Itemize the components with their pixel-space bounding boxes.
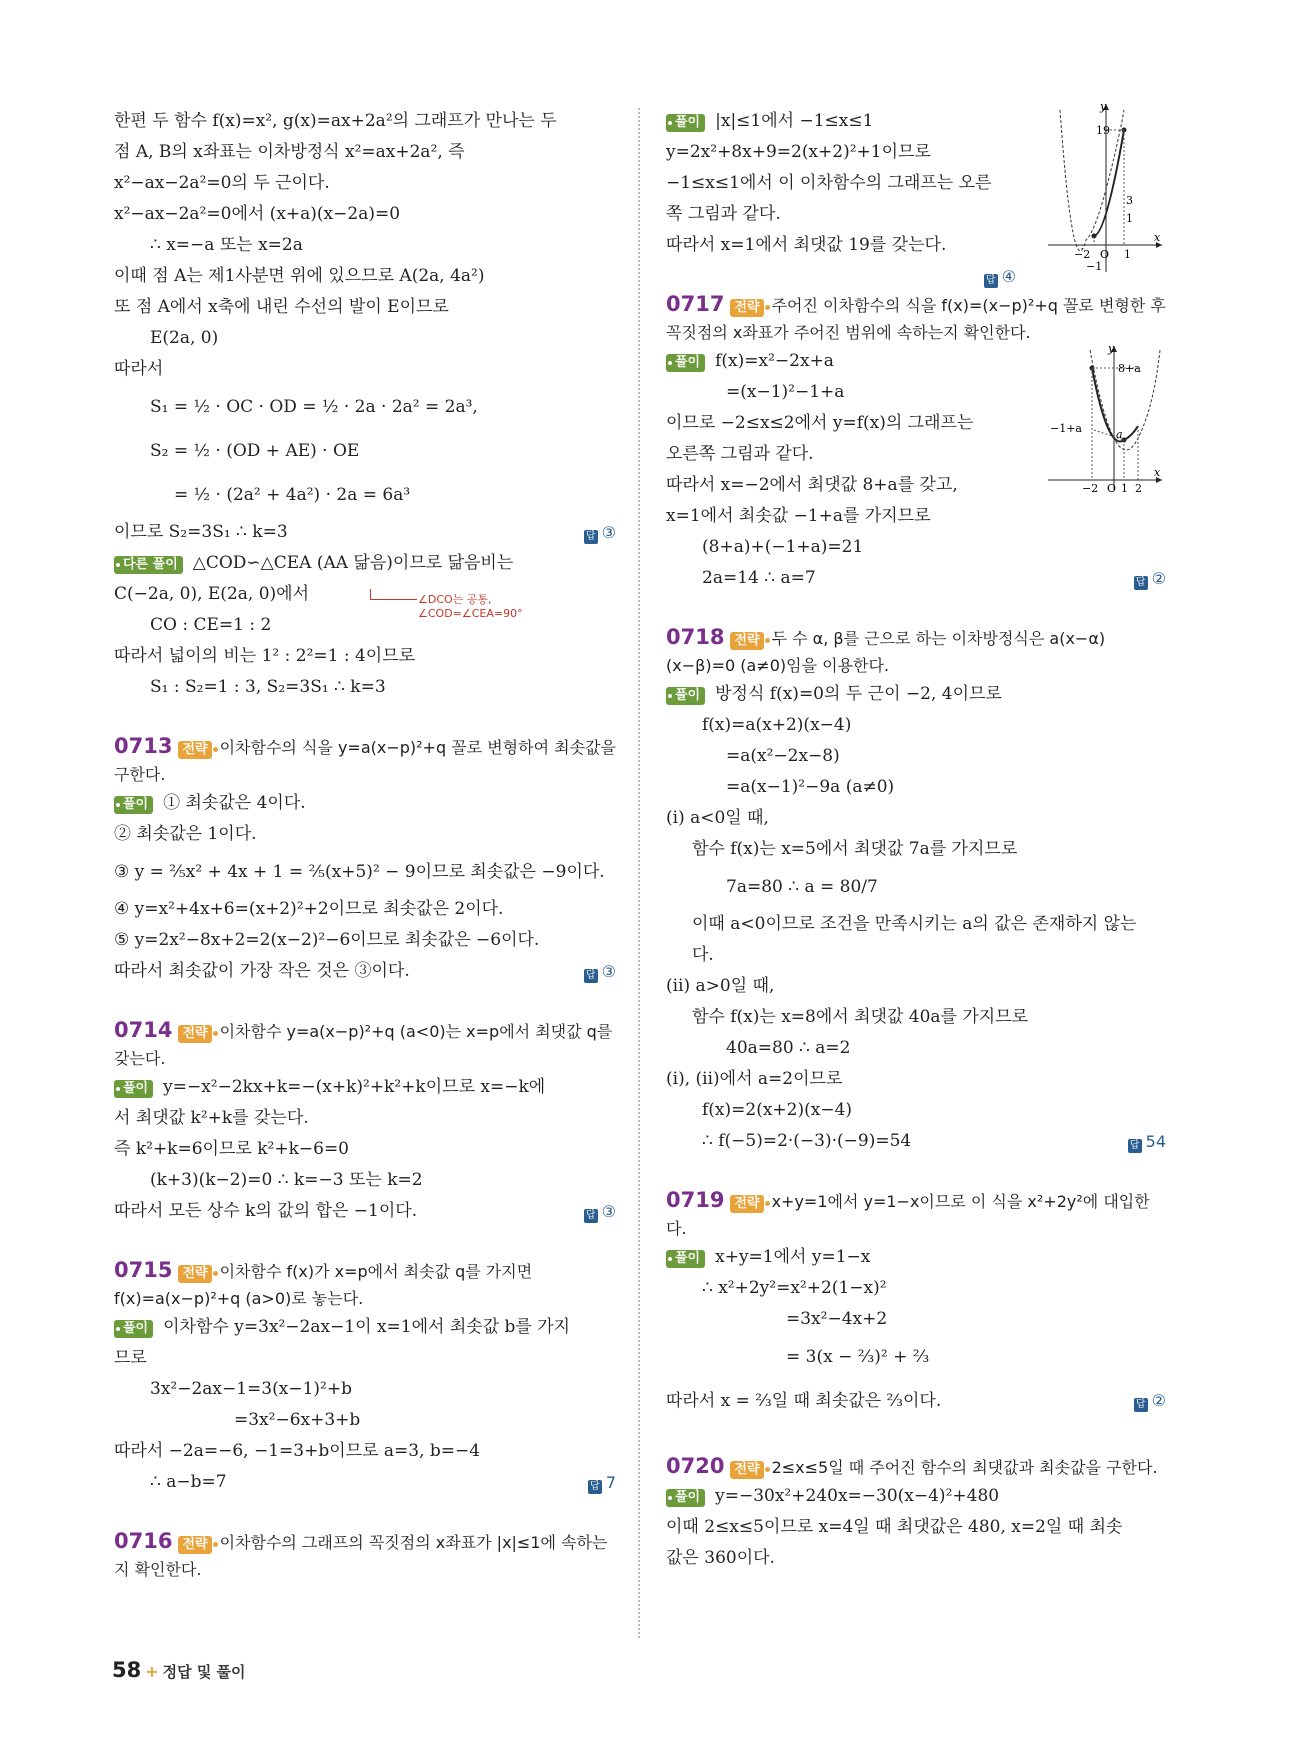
axis-label-x: x: [1154, 231, 1161, 244]
text: y=−x²−2kx+k=−(x+k)²+k²+k이므로 x=−k에: [163, 1077, 546, 1097]
formula-line: S₁ = ½ · OC · OD = ½ · 2a · 2a² = 2a³,: [150, 397, 478, 417]
axis-label-x: x: [1154, 466, 1161, 479]
text: ① 최솟값은 4이다.: [163, 793, 306, 813]
text-line: 쪽 그림과 같다.: [666, 204, 781, 224]
strategy-badge: 전략: [178, 1025, 211, 1043]
alt-solution-line: [114, 548, 616, 579]
text: △COD∽△CEA (AA 닮음)이므로 닮음비는: [192, 553, 514, 573]
note-line: ∠COD=∠CEA=90°: [418, 607, 523, 620]
text: x+y=1에서 y=1−x: [715, 1247, 871, 1267]
strategy-badge: 전략: [178, 1536, 211, 1554]
spacer: [114, 703, 616, 733]
problem-number: 0716: [114, 1529, 173, 1553]
text-line: 이때 점 A는 제1사분면 위에 있으므로 A(2a, 4a²): [114, 266, 485, 286]
strategy-text: 이차함수의 식을 y=a(x−p)²+q 꼴로 변형하여 최솟값을 구한다.: [114, 738, 616, 784]
parabola-graph-0717: [1046, 342, 1166, 492]
answer-icon: 답: [1134, 576, 1148, 590]
text: ∴ f(−5)=2·(−3)·(−9)=54: [702, 1131, 912, 1151]
solution-badge: 풀이: [114, 1080, 153, 1098]
text-line: 3x²−2ax−1=3(x−1)²+b: [150, 1379, 352, 1399]
strategy-badge: 전략: [178, 1265, 211, 1283]
solution-badge: 풀이: [666, 114, 705, 132]
answer: [984, 261, 1016, 292]
tick-label: 1: [1121, 482, 1128, 492]
text: 이차함수 y=3x²−2ax−1이 x=1에서 최솟값 b를 가지: [163, 1317, 571, 1337]
problem-number: 0717: [666, 292, 725, 316]
answer-value: ②: [1151, 569, 1166, 588]
text-line: ⑤ y=2x²−8x+2=2(x−2)²−6이므로 최솟값은 −6이다.: [114, 930, 540, 950]
text-line: [666, 1242, 1166, 1273]
text-line: =a(x−1)²−9a (a≠0): [726, 777, 895, 797]
strategy-text: 이차함수 f(x)가 x=p에서 최솟값 q를 가지면 f(x)=a(x−p)²+q (a>0)로 놓는다.: [114, 1262, 533, 1308]
spacer: [666, 594, 1166, 624]
spacer: [666, 1423, 1166, 1453]
answer-value: ③: [601, 1202, 616, 1221]
text-line: 이므로 −2≤x≤2에서 y=f(x)의 그래프는: [666, 413, 974, 433]
tick-label: −2: [1082, 482, 1099, 492]
page-footer: [112, 1658, 246, 1682]
spacer: [114, 987, 616, 1017]
text-line: (k+3)(k−2)=0 ∴ k=−3 또는 k=2: [150, 1170, 423, 1190]
tick-label: −1: [1086, 260, 1103, 273]
origin-label: O: [1100, 248, 1110, 261]
text-line: [114, 1072, 616, 1103]
axis-label-y: y: [1100, 100, 1107, 113]
text-line: ∴ x=−a 또는 x=2a: [150, 235, 303, 255]
strategy-badge: 전략: [730, 1461, 763, 1479]
problem-0717-solution: [666, 342, 1166, 594]
text-line: =a(x²−2x−8): [726, 746, 840, 766]
text-line: ④ y=x²+4x+6=(x+2)²+2이므로 최솟값은 2이다.: [114, 899, 504, 919]
text-line: [114, 1196, 616, 1227]
value-label: 1: [1126, 212, 1133, 225]
text: 2a=14 ∴ a=7: [702, 568, 816, 588]
value-label: −1+a: [1050, 422, 1082, 435]
text: 이므로 S₂=3S₁ ∴ k=3: [114, 522, 288, 542]
text-line: = 3(x − ⅔)² + ⅔: [786, 1347, 930, 1367]
answer: [1134, 563, 1166, 594]
solution-badge: 풀이: [666, 1489, 705, 1507]
note-line: ∠DCO는 공통,: [418, 593, 492, 606]
text-line: 7a=80 ∴ a = 80/7: [726, 877, 878, 897]
text-line: 서 최댓값 k²+k를 갖는다.: [114, 1108, 309, 1128]
text-line: 한편 두 함수 f(x)=x², g(x)=ax+2a²의 그래프가 만나는 두: [114, 111, 557, 131]
text-line: [666, 563, 1166, 594]
text-line: 또 점 A에서 x축에 내린 수선의 발이 E이므로: [114, 297, 449, 317]
text-line: =(x−1)²−1+a: [726, 382, 845, 402]
strategy-text: 주어진 이차함수의 식을 f(x)=(x−p)²+q 꼴로 변형한 후 꼭짓점의 x좌표가 주어진 범위에 속하는지 확인한다.: [666, 296, 1166, 342]
solution-badge: 풀이: [666, 354, 705, 372]
problem-number: 0715: [114, 1258, 173, 1282]
answer-icon: 답: [1134, 1398, 1148, 1412]
solution-badge: 풀이: [666, 1250, 705, 1268]
solution-badge: 풀이: [114, 1320, 153, 1338]
text-line: [114, 788, 616, 819]
spacer: [666, 1157, 1166, 1187]
text-line: 즉 k²+k=6이므로 k²+k−6=0: [114, 1139, 349, 1159]
text-line: x²−ax−2a²=0의 두 근이다.: [114, 173, 330, 193]
answer: [588, 1467, 616, 1498]
value-label: 19: [1096, 124, 1110, 137]
text: |x|≤1에서 −1≤x≤1: [715, 111, 874, 131]
text: 따라서 최솟값이 가장 작은 것은 ③이다.: [114, 961, 410, 981]
text-line: (8+a)+(−1+a)=21: [702, 537, 864, 557]
formula-line: S₂ = ½ · (OD + AE) · OE: [150, 441, 360, 461]
value-label: 8+a: [1118, 362, 1141, 375]
text-line: CO : CE=1 : 2: [150, 615, 272, 635]
problem-number: 0718: [666, 625, 725, 649]
text: C(−2a, 0), E(2a, 0)에서: [114, 584, 309, 604]
text-line: [666, 679, 1166, 710]
tick-label: −2: [1074, 248, 1091, 261]
solution-badge: 풀이: [114, 796, 153, 814]
text-line: ② 최솟값은 1이다.: [114, 824, 257, 844]
alt-solution-badge: 다른 풀이: [114, 556, 183, 574]
strategy-text: 이차함수의 그래프의 꼭짓점의 x좌표가 |x|≤1에 속하는지 확인한다.: [114, 1533, 608, 1579]
answer-value: ②: [1151, 1391, 1166, 1410]
text-line: 므로: [114, 1348, 147, 1368]
text: y=−30x²+240x=−30(x−4)²+480: [715, 1486, 1000, 1506]
problem-0716-solution: [666, 100, 1166, 286]
text-line: (ⅰ) a<0일 때,: [666, 808, 769, 828]
problem-number: 0714: [114, 1018, 173, 1042]
text: f(x)=x²−2x+a: [715, 351, 834, 371]
answer-value: 7: [605, 1473, 616, 1492]
answer: [584, 1196, 616, 1227]
text-line: 따라서 x=−2에서 최댓값 8+a를 갖고,: [666, 475, 958, 495]
text: 따라서 x = ⅔일 때 최솟값은 ⅔이다.: [666, 1391, 942, 1411]
answer: [1134, 1379, 1166, 1423]
text-line: 함수 f(x)는 x=8에서 최댓값 40a를 가지므로: [692, 1007, 1029, 1027]
text-line: 이때 2≤x≤5이므로 x=4일 때 최댓값은 480, x=2일 때 최솟: [666, 1517, 1123, 1537]
problem-header-0714: [114, 1017, 616, 1072]
text: 따라서 모든 상수 k의 값의 합은 −1이다.: [114, 1201, 418, 1221]
strategy-text: 두 수 α, β를 근으로 하는 이차방정식은 a(x−α)(x−β)=0 (a≠0)임을 이용한다.: [666, 629, 1106, 675]
tick-label: 2: [1135, 482, 1142, 492]
tick-label: 1: [1124, 248, 1131, 261]
text-line: [114, 1467, 616, 1498]
answer-icon: 답: [584, 969, 598, 983]
strategy-badge: 전략: [178, 741, 211, 759]
text-line: [114, 956, 616, 987]
text-line: f(x)=a(x+2)(x−4): [702, 715, 852, 735]
text-line: f(x)=2(x+2)(x−4): [702, 1100, 853, 1120]
answer-value: 54: [1145, 1132, 1166, 1151]
strategy-text: 2≤x≤5일 때 주어진 함수의 최댓값과 최솟값을 구한다.: [771, 1458, 1158, 1477]
strategy-badge: 전략: [730, 299, 763, 317]
text-line: [666, 1126, 1166, 1157]
text-line: 함수 f(x)는 x=5에서 최댓값 7a를 가지므로: [692, 839, 1018, 859]
answer-value: ③: [601, 523, 616, 542]
problem-header-0720: [666, 1453, 1166, 1481]
text-line: 오른쪽 그림과 같다.: [666, 444, 814, 464]
answer-value: ③: [601, 962, 616, 981]
problem-header-0717: [666, 291, 1166, 346]
text-line: 따라서 −2a=−6, −1=3+b이므로 a=3, b=−4: [114, 1441, 481, 1461]
text-line: [666, 1481, 1166, 1512]
text-line: 값은 360이다.: [666, 1548, 775, 1568]
strategy-text: x+y=1에서 y=1−x이므로 이 식을 x²+2y²에 대입한다.: [666, 1192, 1150, 1238]
problem-header-0713: [114, 733, 616, 788]
text-line: =3x²−6x+3+b: [234, 1410, 361, 1430]
text-line: =3x²−4x+2: [786, 1309, 888, 1329]
answer-icon: 답: [584, 530, 598, 544]
problem-number: 0719: [666, 1188, 725, 1212]
axis-label-y: y: [1108, 342, 1115, 355]
answer-icon: 답: [588, 1480, 602, 1494]
answer-value: ④: [1001, 267, 1016, 286]
text-line: 40a=80 ∴ a=2: [726, 1038, 851, 1058]
text-line: x=1에서 최솟값 −1+a를 가지므로: [666, 506, 931, 526]
problem-header-0715: [114, 1257, 616, 1312]
text-line: y=2x²+8x+9=2(x+2)²+1이므로: [666, 142, 931, 162]
problem-number: 0720: [666, 1454, 725, 1478]
note-bracket: [370, 589, 417, 600]
text-line: x²−ax−2a²=0에서 (x+a)(x−2a)=0: [114, 204, 401, 224]
plus-icon: +: [145, 1662, 159, 1681]
problem-header-0716: [114, 1528, 616, 1583]
text-line: ∴ x²+2y²=x²+2(1−x)²: [702, 1278, 887, 1298]
text: 방정식 f(x)=0의 두 근이 −2, 4이므로: [715, 684, 1002, 704]
spacer: [114, 1498, 616, 1528]
answer-icon: 답: [984, 274, 998, 288]
text-line: 다.: [692, 945, 714, 965]
solution-badge: 풀이: [666, 687, 705, 705]
left-column: [114, 106, 616, 1583]
page-number: 58: [112, 1658, 142, 1682]
text-line: [666, 1379, 1166, 1423]
text-line: (ⅰ), (ⅱ)에서 a=2이므로: [666, 1069, 843, 1089]
strategy-badge: 전략: [730, 632, 763, 650]
text-line: [114, 579, 616, 620]
problem-header-0719: [666, 1187, 1166, 1242]
value-label: 3: [1126, 194, 1133, 207]
answer-icon: 답: [584, 1209, 598, 1223]
text-line: 이때 a<0이므로 조건을 만족시키는 a의 값은 존재하지 않는: [692, 914, 1137, 934]
text-line: 따라서 넓이의 비는 1² : 2²=1 : 4이므로: [114, 646, 416, 666]
formula-line: = ½ · (2a² + 4a²) · 2a = 6a³: [174, 485, 411, 505]
text-line: S₁ : S₂=1 : 3, S₂=3S₁ ∴ k=3: [150, 677, 386, 697]
value-label: a: [1116, 428, 1123, 441]
problem-number: 0713: [114, 734, 173, 758]
answer-icon: 답: [1128, 1139, 1142, 1153]
text-line: 따라서 x=1에서 최댓값 19를 갖는다.: [666, 235, 947, 255]
text-line: 점 A, B의 x좌표는 이차방정식 x²=ax+2a², 즉: [114, 142, 465, 162]
text-line: (ⅱ) a>0일 때,: [666, 976, 775, 996]
text-line: 따라서: [114, 359, 164, 379]
spacer: [114, 1227, 616, 1257]
text-line: E(2a, 0): [150, 328, 219, 348]
origin-label: O: [1107, 482, 1117, 492]
strategy-text: 이차함수 y=a(x−p)²+q (a<0)는 x=p에서 최댓값 q를 갖는다.: [114, 1022, 613, 1068]
text-line: [114, 1312, 616, 1343]
parabola-graph-0716: [1046, 100, 1166, 275]
column-divider: [638, 108, 640, 1638]
right-column: [666, 100, 1166, 1574]
problem-header-0718: [666, 624, 1166, 679]
answer: [584, 517, 616, 548]
text-line: [114, 517, 616, 548]
text: ∴ a−b=7: [150, 1472, 227, 1492]
footer-label: 정답 및 풀이: [162, 1663, 246, 1681]
text-line: ③ y = ⅖x² + 4x + 1 = ⅖(x+5)² − 9이므로 최솟값은 −9이다.: [114, 862, 605, 882]
text-line: −1≤x≤1에서 이 이차함수의 그래프는 오른: [666, 173, 992, 193]
answer: [1128, 1126, 1166, 1157]
answer: [584, 956, 616, 987]
strategy-badge: 전략: [730, 1195, 763, 1213]
